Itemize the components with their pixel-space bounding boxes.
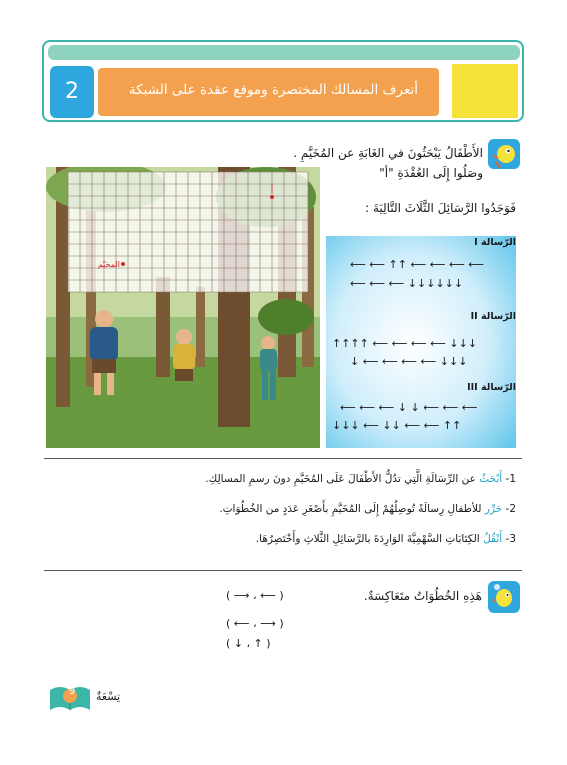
eye-bird-icon — [487, 138, 521, 170]
thinking-bird-icon — [487, 580, 521, 614]
task-2-verb: حَرِّر — [484, 503, 503, 515]
sequence-example-1: ( ⟶ ، ⟵ ) — [226, 589, 284, 602]
task-1-text: عن الرِّسَالَةِ الَّتِي تدُلُّ الأَطْفَالَ عَلَى المُخَيَّمِ دونَ رسمِ المسالِكِ. — [205, 473, 476, 485]
arrow-row-2: ⟵ ⟵ ⟵ ↓↓↓↓↓↓ — [350, 277, 464, 290]
task-1-number: 1- — [505, 473, 516, 485]
task-2 — [90, 503, 516, 515]
intro-line-3: فَوَجَدُوا الرَّسَائِلَ الثَّلَاثَ التَّالِيَةَ : — [365, 201, 516, 215]
task-2-number: 2- — [505, 503, 516, 515]
header-top-band — [48, 45, 520, 60]
task-1 — [90, 473, 516, 485]
arrow-row-3: ↑↑↑↑ ⟵ ⟵ ⟵ ⟵ ↓↓↓ — [332, 337, 478, 350]
note-text: هَذِهِ الخُطُوَاتُ متَعَاكِسَةٌ. — [363, 589, 482, 603]
arrow-row-1: ⟵ ⟵ ↑↑ ⟵ ⟵ ⟵ ⟵ — [350, 258, 485, 271]
task-3-text: الكِتَابَاتِ السَّهْمِيَّةَ الوَارِدَةَ بالرَّسَائِلِ الثَّلاثِ وأَخْتَصِرُهَا. — [255, 533, 480, 545]
lesson-title: أتعرف المسالك المختصرة وموقع عقدة على الشبكة — [128, 82, 418, 98]
arrow-row-5: ⟵ ⟵ ⟵ ↓ ↓ ⟵ ⟵ ⟵ — [340, 401, 478, 414]
arrow-row-4: ↓ ⟵ ⟵ ⟵ ⟵ ↓↓↓ — [350, 355, 468, 368]
message-3-label: الرّسالة III — [467, 382, 516, 393]
camp-label: المخيّم — [97, 260, 120, 269]
child-middle — [173, 329, 195, 381]
separator-bottom — [44, 570, 522, 571]
node-a-label: أ — [270, 186, 274, 196]
page-number-word: تِسْعَةٌ — [96, 690, 121, 703]
arrow-row-6: ↓↓↓ ⟵ ↓↓ ⟵ ⟵ ↑↑ — [332, 419, 462, 432]
intro-line-2: وصَلُوا إِلَى العُقْدَةِ "أ" — [379, 166, 483, 180]
sequence-example-2: ( ⟵ ، ⟶ ) — [226, 617, 284, 630]
lesson-number: 2 — [50, 66, 94, 118]
header-yellow-block — [452, 64, 518, 118]
task-3-number: 3- — [505, 533, 516, 545]
task-3 — [90, 533, 516, 545]
page-number: 9 — [68, 686, 76, 697]
task-2-text: للأطفالِ رِسالَةً تُوصِلُهُمْ إِلَى المُخَيَّمِ بأَصْغَرِ عَدَدٍ من الخُطُوَاتِ. — [219, 503, 482, 515]
intro-line-1: الأَطْفَالُ يَبْحَثُونَ في الغَابَةِ عن المُخَيَّمِ . — [293, 146, 483, 160]
message-1-label: الرّسالة I — [474, 237, 516, 248]
message-2-label: الرّسالة II — [470, 311, 516, 322]
separator-top — [44, 458, 522, 459]
sequence-example-3: ( ↓ ، ↑ ) — [226, 637, 271, 650]
task-3-verb: أَنْقُلُ — [483, 533, 503, 545]
forest-grid-illustration — [46, 167, 320, 448]
task-1-verb: أَبْحَثُ — [479, 473, 503, 485]
camp-marker — [121, 262, 125, 266]
